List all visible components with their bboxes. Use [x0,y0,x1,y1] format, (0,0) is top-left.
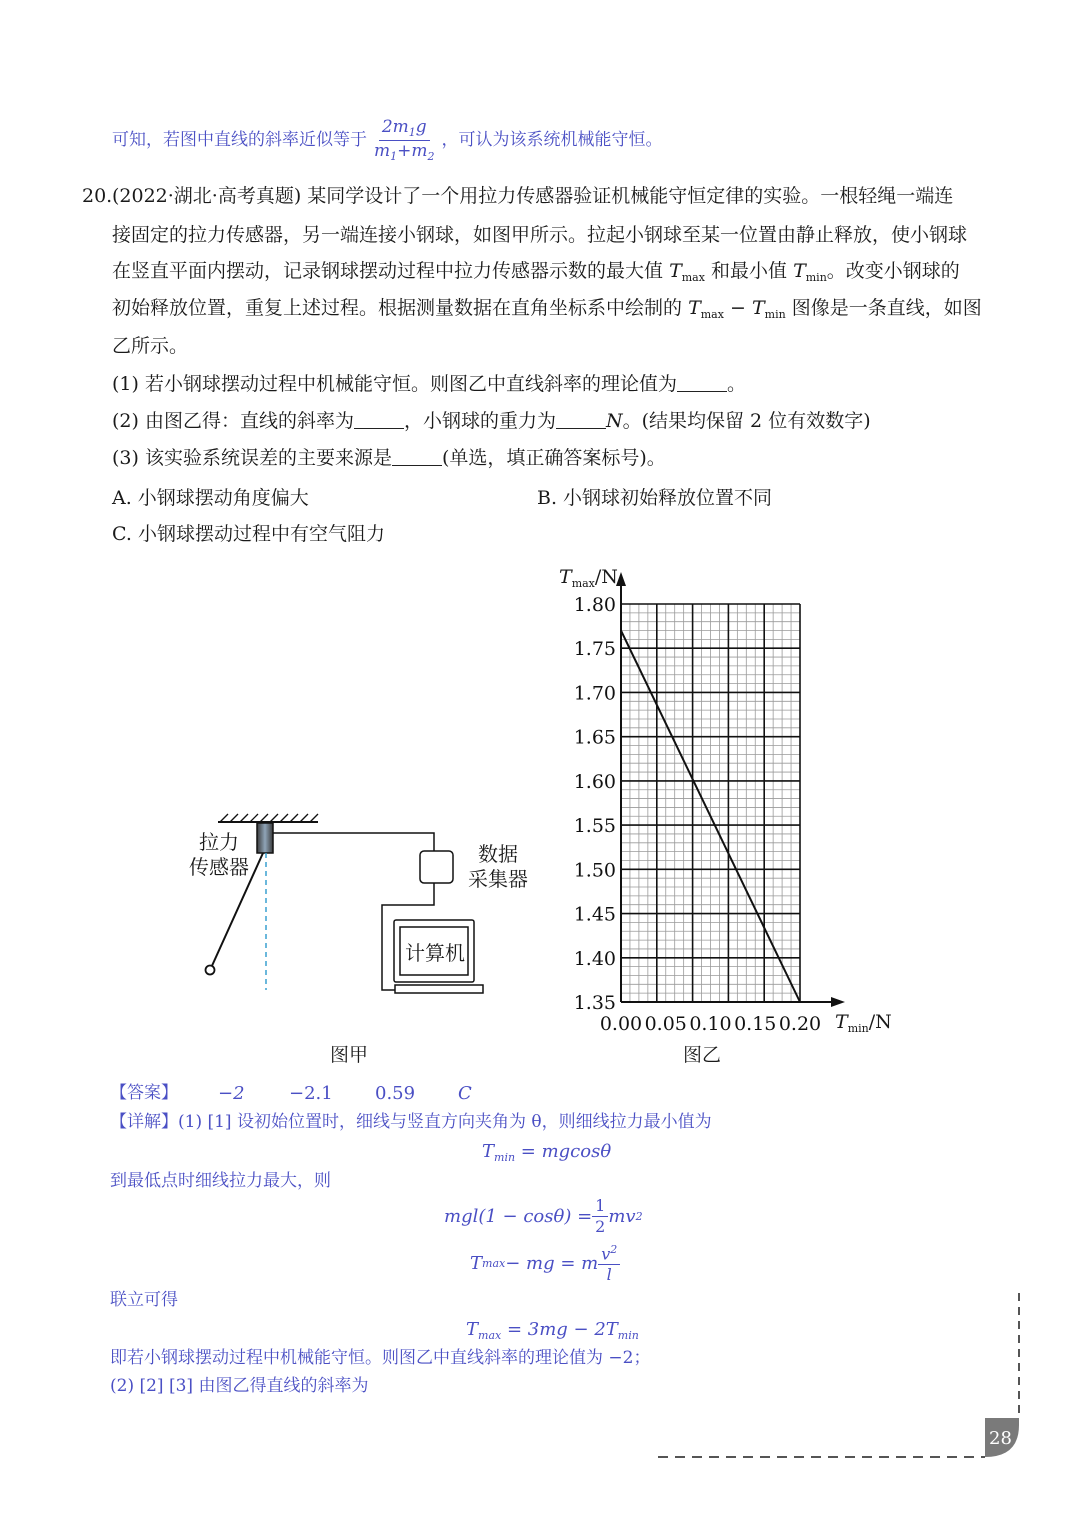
y-tick-label: 1.50 [573,859,616,882]
question-line-1: (2022·湖北·高考真题) 某同学设计了一个用拉力传感器验证机械能守恒定律的实验。一根轻绳一端连 [112,185,954,207]
collector-label-1: 数据 [478,842,518,866]
question-line-2: 接固定的拉力传感器，另一端连接小钢球，如图甲所示。拉起小钢球至某一位置由静止释放，使小钢球 [112,224,968,246]
figure-yi-caption: 图乙 [683,1044,722,1066]
sensor-label-2: 传感器 [189,855,249,879]
option-a[interactable]: A. 小钢球摆动角度偏大 [112,487,309,509]
y-tick-labels [574,594,616,1014]
question-line-4: 初始释放位置，重复上述过程。根据测量数据在直角坐标系中绘制的 $T_{max} - T_{min}$ 图像是一条直线，如图 [112,297,982,321]
collector-label-2: 采集器 [468,867,528,891]
force-sensor [257,823,273,853]
top-line-prefix: 可知，若图中直线的斜率近似等于 [112,130,367,150]
page-corner-decoration [640,1285,1080,1465]
y-tick-label: 1.45 [573,903,616,926]
figure-yi-chart [555,560,915,1040]
answer-4: C [458,1083,472,1104]
equation-4: $T_{max} = 3mg - 2T_{min}$ [466,1319,639,1342]
explanation-line-1: 【详解】(1) [1] 设初始位置时，细线与竖直方向夹角为 θ，则细线拉力最小值为 [110,1112,712,1132]
x-tick-label: 0.15 [734,1013,777,1035]
sub-question-3: (3) 该实验系统误差的主要来源是 (单选，填正确答案标号)。 [112,447,666,469]
explanation-line-2: 到最低点时细线拉力最大，则 [110,1171,331,1191]
slope-fraction: $\frac{2m_1g}{m_1+m_2}$ [374,117,435,163]
answer-blank-4[interactable] [392,447,442,466]
x-tick-labels [600,1013,821,1035]
explanation-line-3: 联立可得 [110,1290,178,1310]
y-tick-label: 1.35 [573,992,616,1014]
answer-blank-3[interactable] [556,410,606,429]
sensor-label-1: 拉力 [199,830,239,854]
computer-label: 计算机 [405,941,465,965]
question-line-5: 乙所示。 [112,335,189,357]
sub-question-2: (2) 由图乙得：直线的斜率为 ，小钢球的重力为 N。(结果均保留 2 位有效数字) [112,410,871,432]
data-collector [420,851,453,883]
y-axis-label: $T_{max}/N$ [559,566,618,590]
steel-ball [206,966,215,975]
chart-minor-grid [621,604,800,1002]
explanation-line-5: (2) [2] [3] 由图乙得直线的斜率为 [110,1376,369,1396]
y-tick-label: 1.55 [573,815,616,838]
computer-keyboard [395,985,483,993]
y-tick-label: 1.60 [573,770,616,793]
top-line-suffix: ，可认为该系统机械能守恒。 [441,130,663,150]
answer-blank-2[interactable] [354,410,404,429]
option-c[interactable]: C. 小钢球摆动过程中有空气阻力 [112,523,385,545]
y-tick-label: 1.80 [573,594,616,616]
page-number: 28 [989,1428,1012,1449]
y-tick-label: 1.70 [573,682,616,705]
top-line [112,119,663,162]
y-tick-label: 1.40 [573,947,616,970]
x-tick-label: 0.05 [644,1013,687,1035]
explanation-line-4: 即若小钢球摆动过程中机械能守恒。则图乙中直线斜率的理论值为 −2； [110,1348,651,1368]
x-axis-arrow [831,997,845,1007]
sub-question-1: (1) 若小钢球摆动过程中机械能守恒。则图乙中直线斜率的理论值为 。 [112,373,746,395]
y-tick-label: 1.65 [573,726,616,749]
answer-blank-1[interactable] [677,373,727,392]
equation-1: $T_{min} = mgcos\theta$ [482,1141,612,1164]
ceiling-hatch [220,814,318,822]
question-number: 20. [82,185,113,207]
answer-2: −2.1 [289,1083,333,1104]
x-tick-label: 0.20 [778,1013,822,1035]
option-b[interactable]: B. 小钢球初始释放位置不同 [537,487,773,509]
figure-jia-caption: 图甲 [330,1044,369,1066]
x-tick-label: 0.00 [599,1013,643,1035]
sensor-cable [273,833,434,851]
equation-2: mgl(1 − cosθ) = $\frac{1}{2}$ mv 2 [444,1196,643,1236]
answer-1: −2 [218,1083,245,1104]
x-tick-label: 0.10 [689,1013,732,1035]
answer-3: 0.59 [375,1083,416,1104]
answer-tag: 【答案】 [110,1083,178,1103]
question-line-3: 在竖直平面内摆动，记录钢球摆动过程中拉力传感器示数的最大值 $T_{max}$ 和最小值 $T_{min}$。改变小钢球的 [112,260,960,284]
x-axis-label: $T_{min}/N$ [835,1011,892,1035]
equation-3: T max − mg = m $\frac{v^2}{l}$ [470,1244,620,1283]
y-tick-label: 1.75 [573,638,616,661]
